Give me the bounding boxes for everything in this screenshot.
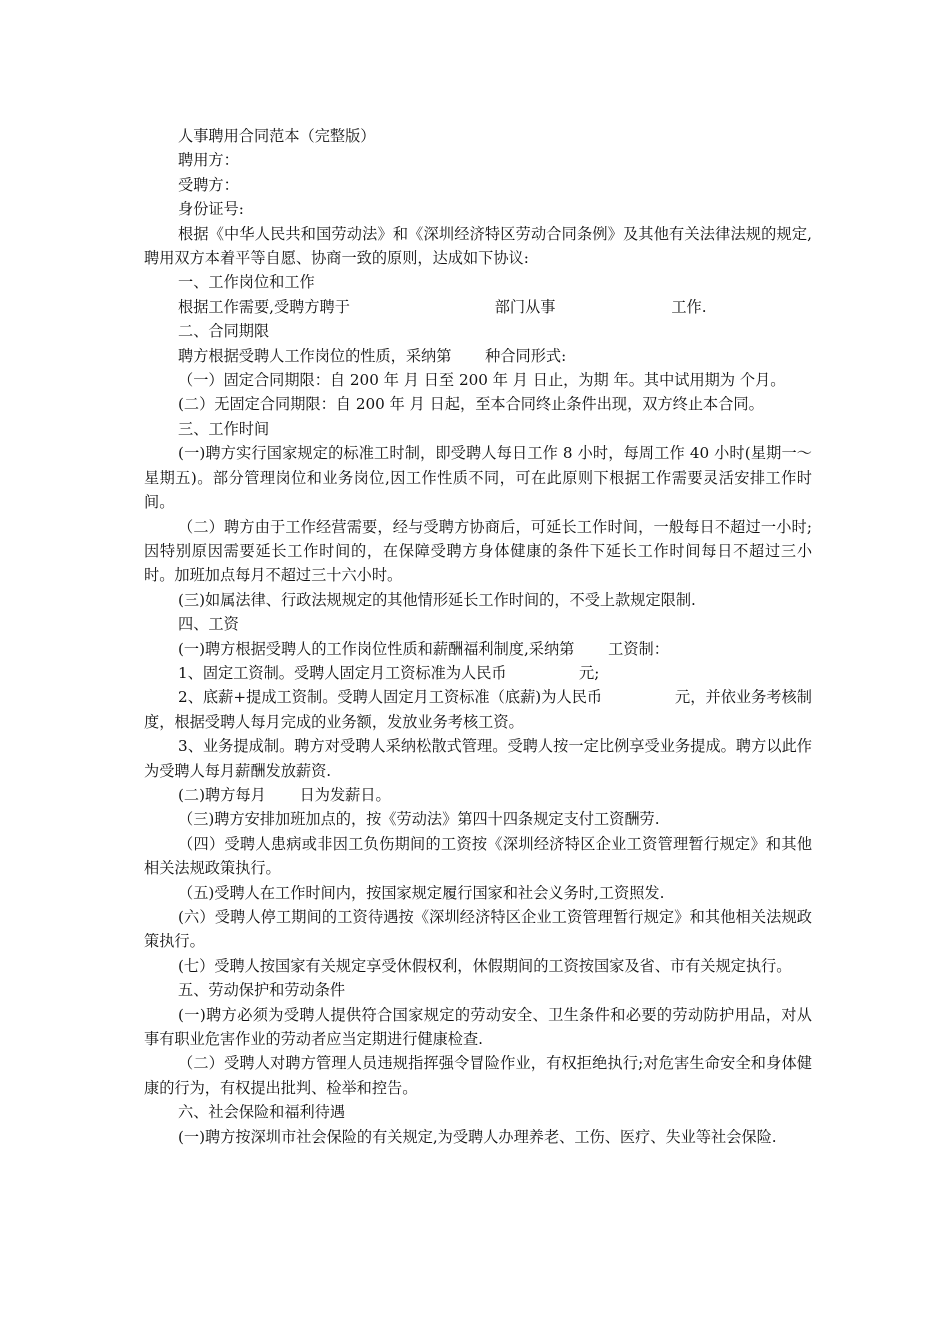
paragraph: (三)如属法律、行政法规规定的其他情形延长工作时间的，不受上款规定限制. <box>178 590 696 609</box>
document-title: 人事聘用合同范本（完整版） <box>178 127 376 145</box>
paragraph: 二、合同期限 <box>178 322 270 341</box>
document-body <box>144 148 812 1149</box>
paragraph: (一)聘方根据受聘人的工作岗位性质和薪酬福利制度,采纳第 工资制： <box>178 639 669 658</box>
paragraph: （一）固定合同期限：自 200 年 月 日至 200 年 月 日止，为期 年。其中试用期为 个月。 <box>178 371 786 390</box>
paragraph: (二)聘方每月 日为发薪日。 <box>178 785 391 804</box>
paragraph: 三、工作时间 <box>178 419 270 438</box>
paragraph: 聘方根据受聘人工作岗位的性质，采纳第 种合同形式: <box>178 346 567 365</box>
paragraph: 根据《中华人民共和国劳动法》和《深圳经济特区劳动合同条例》及其他有关法律法规的规定,聘用双方本着平等自愿、协商一致的原则，达成如下协议: <box>144 224 812 268</box>
paragraph: 1、固定工资制。受聘人固定月工资标准为人民币 元; <box>178 663 600 682</box>
paragraph: （五)受聘人在工作时间内，按国家规定履行国家和社会义务时,工资照发. <box>178 883 665 902</box>
paragraph: 2、底薪+提成工资制。受聘人固定月工资标准（底薪)为人民币 元，并依业务考核制度，根据受聘人每月完成的业务额，发放业务考核工资。 <box>144 688 812 731</box>
paragraph: 3、业务提成制。聘方对受聘人采纳松散式管理。受聘人按一定比例享受业务提成。聘方以此作为受聘人每月薪酬发放薪资. <box>144 737 812 780</box>
paragraph: (七）受聘人按国家有关规定享受休假权利，休假期间的工资按国家及省、市有关规定执行。 <box>178 956 792 975</box>
paragraph: 受聘方： <box>178 175 239 194</box>
paragraph: 根据工作需要,受聘方聘于 部门从事 工作. <box>178 297 707 316</box>
document-page <box>144 124 812 1149</box>
paragraph: (一)聘方必须为受聘人提供符合国家规定的劳动安全、卫生条件和必要的劳动防护用品，对从事有职业危害作业的劳动者应当定期进行健康检查. <box>144 1005 812 1049</box>
paragraph: 五、劳动保护和劳动条件 <box>178 981 346 1000</box>
paragraph: （二）聘方由于工作经营需要，经与受聘方协商后，可延长工作时间，一般每日不超过一小时;因特别原因需要延长工作时间的，在保障受聘方身体健康的条件下延长工作时间每日不超过三小时。加班加点每月不超过三十六小时。 <box>144 517 812 585</box>
paragraph: （四）受聘人患病或非因工负伤期间的工资按《深圳经济特区企业工资管理暂行规定》和其他相关法规政策执行。 <box>144 834 812 878</box>
paragraph: (一)聘方实行国家规定的标准工时制，即受聘人每日工作 8 小时，每周工作 40 小时(星期一～星期五)。部分管理岗位和业务岗位,因工作性质不同，可在此原则下根据工作需要灵活安排工作时间。 <box>144 444 812 512</box>
paragraph: 六、社会保险和福利待遇 <box>178 1103 346 1122</box>
paragraph: (二）无固定合同期限：自 200 年 月 日起，至本合同终止条件出现，双方终止本合同。 <box>178 395 764 414</box>
paragraph: 四、工资 <box>178 615 239 634</box>
paragraph: 一、工作岗位和工作 <box>178 273 315 292</box>
paragraph: (六）受聘人停工期间的工资待遇按《深圳经济特区企业工资管理暂行规定》和其他相关法规政策执行。 <box>144 908 812 951</box>
paragraph: (一)聘方按深圳市社会保险的有关规定,为受聘人办理养老、工伤、医疗、失业等社会保险. <box>178 1127 777 1146</box>
paragraph: 身份证号: <box>178 200 244 219</box>
paragraph: 聘用方： <box>178 151 239 170</box>
paragraph: （三)聘方安排加班加点的，按《劳动法》第四十四条规定支付工资酬劳. <box>178 810 660 829</box>
paragraph: （二）受聘人对聘方管理人员违规指挥强令冒险作业，有权拒绝执行;对危害生命安全和身体健康的行为，有权提出批判、检举和控告。 <box>144 1054 812 1097</box>
